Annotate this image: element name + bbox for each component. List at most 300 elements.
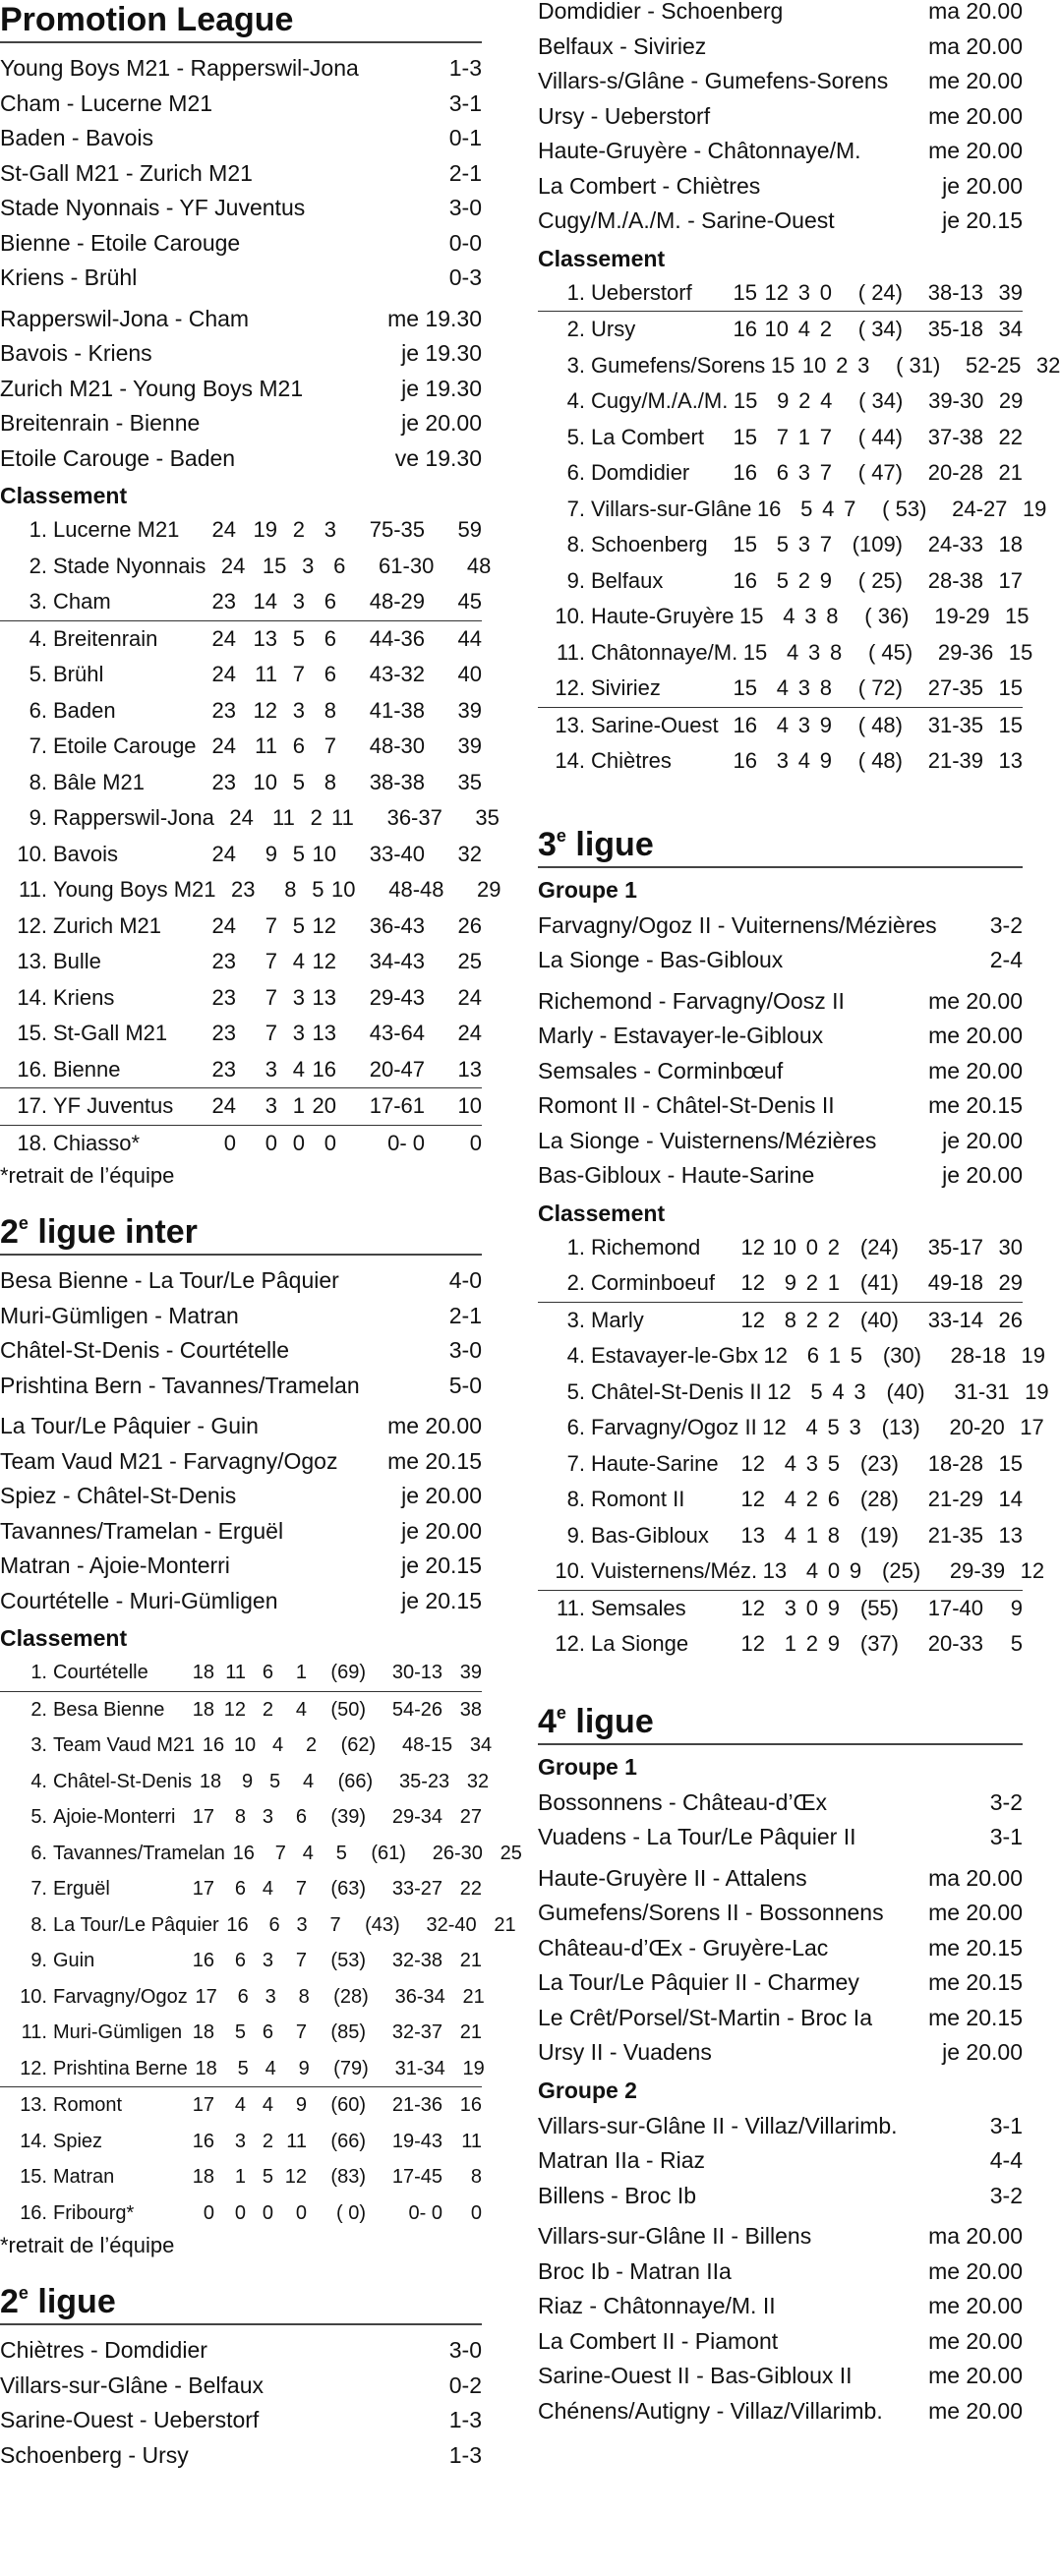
- match-name: Matran IIa - Riaz: [538, 2147, 705, 2173]
- fixture-row: [538, 2001, 1023, 2036]
- standing-rank: 10.: [17, 841, 47, 866]
- standing-points: 15: [998, 712, 1023, 737]
- standing-row: [0, 800, 500, 837]
- standing-games: 12: [740, 1595, 765, 1620]
- standing-goals: 33-40: [369, 841, 425, 866]
- standing-wins: 10: [233, 1734, 257, 1756]
- standing-goals: 29-34: [391, 1806, 442, 1828]
- standing-penalty: (24): [859, 1234, 899, 1259]
- standing-rank: 9.: [566, 567, 585, 593]
- standing-rank: 9.: [566, 1522, 585, 1548]
- standing-rank: 5.: [29, 662, 47, 686]
- match-time: je 20.00: [942, 1127, 1023, 1153]
- standing-draws: 4: [262, 1878, 273, 1900]
- standing-penalty: ( 48): [857, 748, 903, 773]
- standing-wins: 11: [225, 1662, 246, 1683]
- standing-goals: 21-29: [927, 1487, 983, 1511]
- standing-points: 21: [494, 1913, 516, 1936]
- standing-rank: 5.: [566, 424, 585, 449]
- standing-draws: 2: [292, 517, 305, 542]
- result-row: [0, 2333, 482, 2369]
- inter-league-title: 2e ligue inter: [0, 1212, 482, 1256]
- match-name: Courtételle - Muri-Gümligen: [0, 1587, 278, 1613]
- standing-games: 15: [733, 675, 757, 700]
- standing-row: [538, 635, 1033, 672]
- standing-penalty: (69): [330, 1662, 366, 1683]
- standing-goals: 20-28: [927, 460, 983, 485]
- standing-row: [538, 348, 1060, 384]
- standing-draws: 4: [292, 949, 305, 973]
- fixture-row: [538, 134, 1023, 169]
- standing-row: [0, 1655, 482, 1692]
- standing-games: 16: [232, 1842, 255, 1864]
- match-score: 0-3: [448, 264, 482, 290]
- ligue2-section-left: [0, 2282, 482, 2473]
- right-column: [538, 0, 1060, 2434]
- standing-goals: 21-39: [927, 748, 983, 773]
- standing-losses: 4: [303, 1770, 315, 1792]
- standing-rank: 2.: [29, 553, 47, 578]
- standing-team: Zurich M21: [53, 912, 162, 938]
- result-row: [0, 2438, 482, 2474]
- standing-games: 18: [192, 1662, 214, 1683]
- result-row: [0, 87, 482, 122]
- match-name: Sarine-Ouest - Ueberstorf: [0, 2407, 260, 2432]
- standing-row: [0, 872, 501, 908]
- standing-draws: 5: [292, 769, 305, 794]
- standing-team: Marly: [591, 1307, 644, 1332]
- match-score: 1-3: [448, 2407, 482, 2432]
- match-name: Semsales - Corminbœuf: [538, 1057, 784, 1083]
- match-score: 2-4: [989, 947, 1023, 972]
- standing-rank: 11.: [557, 1595, 585, 1620]
- standing-games: 16: [733, 460, 757, 485]
- match-name: Gumefens/Sorens II - Bossonnens: [538, 1900, 884, 1925]
- standing-rank: 2.: [566, 317, 585, 341]
- standing-points: 32: [457, 841, 482, 866]
- standing-row: [0, 1052, 482, 1089]
- standing-rank: 10.: [555, 1558, 585, 1583]
- standing-points: 22: [459, 1878, 482, 1900]
- standing-team: Belfaux: [591, 567, 664, 593]
- match-name: Zurich M21 - Young Boys M21: [0, 375, 304, 401]
- match-score: 2-1: [448, 1302, 482, 1328]
- standing-row: [0, 1764, 490, 1800]
- match-score: 3-1: [989, 2112, 1023, 2138]
- standing-penalty: ( 36): [864, 604, 910, 628]
- match-name: Bas-Gibloux - Haute-Sarine: [538, 1162, 815, 1188]
- fixture-row: [538, 2289, 1023, 2324]
- fixture-row: [538, 1019, 1023, 1054]
- match-name: Ursy - Ueberstorf: [538, 102, 711, 129]
- match-time: me 20.15: [928, 2004, 1023, 2030]
- standing-games: 12: [767, 1378, 792, 1404]
- standing-draws: 4: [302, 1842, 314, 1864]
- standing-points: 21: [459, 2021, 482, 2043]
- promotion-league-title: Promotion League: [0, 0, 482, 43]
- standing-points: 14: [998, 1487, 1023, 1511]
- standing-row: [538, 1591, 1023, 1627]
- standing-wins: 19: [253, 517, 277, 542]
- standing-goals: 38-38: [369, 769, 425, 794]
- match-score: 3-2: [989, 1788, 1023, 1815]
- standing-draws: 0: [805, 1234, 818, 1259]
- standing-wins: 12: [253, 697, 277, 723]
- standing-team: Baden: [53, 697, 116, 723]
- match-name: Muri-Gümligen - Matran: [0, 1302, 239, 1328]
- match-name: Chénens/Autigny - Villaz/Villarimb.: [538, 2397, 883, 2424]
- match-time: me 20.00: [928, 2293, 1023, 2318]
- fixture-row: [0, 1479, 482, 1514]
- standing-wins: 7: [776, 424, 789, 449]
- match-name: Le Crêt/Porsel/St-Martin - Broc Ia: [538, 2004, 872, 2030]
- standing-team: Sarine-Ouest: [591, 712, 719, 737]
- standing-row: [538, 1446, 1023, 1483]
- match-time: me 20.00: [928, 1057, 1023, 1083]
- match-score: 0-0: [448, 229, 482, 256]
- standing-goals: 28-18: [950, 1343, 1006, 1368]
- standing-rank: 4.: [30, 1770, 47, 1792]
- standing-points: 9: [1010, 1595, 1023, 1620]
- standing-losses: 6: [295, 1806, 307, 1828]
- match-name: Vuadens - La Tour/Le Pâquier II: [538, 1824, 856, 1849]
- standing-team: Bâle M21: [53, 769, 145, 794]
- standing-team: Romont: [53, 2094, 123, 2116]
- standing-penalty: (39): [330, 1806, 366, 1828]
- standing-penalty: ( 34): [857, 317, 903, 341]
- standing-points: 0: [470, 2201, 482, 2224]
- match-time: ve 19.30: [394, 444, 482, 471]
- standing-losses: 1: [295, 1662, 307, 1683]
- standing-penalty: (61): [371, 1842, 406, 1864]
- standing-losses: 0: [295, 2201, 307, 2224]
- fixture-row: [0, 1409, 482, 1444]
- standing-penalty: (19): [859, 1522, 899, 1548]
- match-name: La Tour/Le Pâquier - Guin: [0, 1413, 259, 1438]
- ligue3-standings-title: Classement: [538, 1200, 666, 1226]
- inter-standings-title: Classement: [0, 1625, 128, 1651]
- standing-draws: 3: [797, 712, 810, 737]
- fixture-row: [538, 984, 1023, 1020]
- standing-team: Guin: [53, 1950, 95, 1971]
- fixture-row: [538, 2394, 1023, 2430]
- standing-team: Team Vaud M21: [53, 1734, 196, 1756]
- standing-games: 17: [192, 1878, 214, 1900]
- standing-rank: 6.: [30, 1842, 47, 1864]
- standing-games: 17: [192, 1806, 214, 1828]
- standing-rank: 1.: [30, 1662, 47, 1683]
- left-column: [0, 0, 522, 2479]
- standing-games: 12: [740, 1270, 765, 1295]
- standing-draws: 2: [798, 388, 811, 413]
- standing-wins: 7: [265, 949, 277, 973]
- standing-rank: 1.: [29, 517, 47, 542]
- standing-team: Tavannes/Tramelan: [53, 1842, 225, 1864]
- match-time: ma 20.00: [928, 2223, 1023, 2249]
- match-time: je 20.00: [401, 1483, 482, 1508]
- standing-penalty: ( 31): [896, 352, 941, 378]
- standing-wins: 3: [776, 748, 789, 773]
- standing-team: Stade Nyonnais: [53, 553, 206, 578]
- standing-wins: 9: [784, 1270, 796, 1295]
- standing-row: [0, 2051, 485, 2088]
- standing-penalty: (63): [330, 1878, 366, 1900]
- standing-team: Haute-Sarine: [591, 1450, 719, 1476]
- standing-goals: 20-20: [949, 1415, 1005, 1439]
- standing-team: Kriens: [53, 984, 115, 1010]
- standing-draws: 3: [292, 1021, 305, 1045]
- standing-rank: 11.: [557, 639, 585, 665]
- standing-rank: 18.: [17, 1130, 47, 1155]
- standing-games: 16: [733, 317, 757, 341]
- standing-wins: 10: [764, 317, 789, 341]
- result-row: [0, 1333, 482, 1369]
- fixture-row: [538, 1158, 1023, 1194]
- standing-team: Courtételle: [53, 1662, 148, 1683]
- standing-team: Prishtina Berne: [53, 2057, 188, 2079]
- standing-points: 32: [1035, 352, 1060, 378]
- standing-team: St-Gall M21: [53, 1021, 168, 1045]
- standing-row: [0, 1799, 482, 1836]
- standing-row: [538, 1375, 1049, 1411]
- ligue4-section: [538, 1702, 1023, 2430]
- standing-draws: 0: [262, 2201, 273, 2224]
- standing-team: Schoenberg: [591, 532, 708, 556]
- standing-games: 16: [733, 748, 757, 773]
- standing-losses: 8: [826, 604, 839, 628]
- standing-rank: 10.: [20, 1985, 47, 2008]
- standing-team: Cugy/M./A./M.: [591, 388, 729, 413]
- standing-row: [538, 1626, 1023, 1663]
- match-time: je 20.15: [942, 207, 1023, 233]
- standing-row: [0, 512, 482, 549]
- standing-wins: 3: [234, 2130, 246, 2152]
- standing-rank: 9.: [29, 805, 47, 830]
- standing-row: [538, 1410, 1044, 1446]
- promotion-results: [0, 51, 482, 296]
- standing-losses: 0: [819, 279, 832, 305]
- standing-points: 29: [998, 388, 1024, 413]
- standing-games: 23: [211, 984, 236, 1010]
- standing-rank: 12.: [555, 675, 585, 700]
- standing-team: Breitenrain: [53, 625, 158, 651]
- result-row: [0, 191, 482, 226]
- standing-points: 21: [998, 460, 1023, 485]
- ligue4-group1-fixtures: [538, 1861, 1023, 2071]
- match-score: 2-1: [448, 159, 482, 186]
- match-time: me 20.00: [928, 2363, 1023, 2388]
- standing-losses: 20: [312, 1093, 336, 1118]
- standing-penalty: (40): [859, 1307, 899, 1332]
- standing-losses: 3: [324, 517, 336, 542]
- standing-team: Richemond: [591, 1234, 701, 1259]
- standing-games: 24: [211, 662, 236, 686]
- standing-games: 16: [733, 712, 757, 737]
- standing-games: 16: [733, 567, 757, 593]
- standing-points: 25: [457, 949, 482, 973]
- standing-row: [0, 1836, 522, 1872]
- standing-row: [0, 1943, 482, 1979]
- result-row: [0, 51, 482, 87]
- standing-team: Farvagny/Ogoz II: [591, 1415, 757, 1439]
- standing-row: [538, 599, 1030, 635]
- match-name: Breitenrain - Bienne: [0, 410, 201, 436]
- standing-draws: 5: [262, 2166, 273, 2188]
- standing-rank: 6.: [29, 697, 47, 723]
- fixture-row: [538, 1965, 1023, 2001]
- fixture-row: [538, 0, 1023, 29]
- standing-wins: 8: [784, 1307, 796, 1332]
- standing-points: 19: [1021, 1343, 1045, 1368]
- standing-losses: 12: [284, 2166, 307, 2188]
- standing-draws: 1: [805, 1522, 818, 1548]
- match-name: Domdidier - Schoenberg: [538, 0, 784, 24]
- standing-points: 35: [475, 805, 500, 830]
- standing-points: 27: [459, 1806, 482, 1828]
- standing-team: Châtel-St-Denis: [53, 1770, 193, 1792]
- standing-points: 17: [998, 567, 1023, 593]
- match-name: Broc Ib - Matran IIa: [538, 2257, 732, 2284]
- standing-draws: 3: [296, 1913, 308, 1936]
- standing-goals: 24-27: [952, 496, 1008, 521]
- standing-points: 11: [461, 2130, 482, 2152]
- standing-penalty: (43): [365, 1913, 400, 1936]
- standing-points: 25: [500, 1842, 522, 1864]
- match-time: me 20.00: [928, 2257, 1023, 2284]
- standing-draws: 3: [292, 589, 305, 614]
- result-row: [538, 2179, 1023, 2214]
- standing-team: Brühl: [53, 662, 104, 686]
- fixture-row: [538, 1088, 1023, 1124]
- standing-team: Matran: [53, 2166, 115, 2188]
- standing-penalty: ( 25): [857, 567, 903, 593]
- standing-draws: 4: [292, 1056, 305, 1082]
- standing-draws: 4: [272, 1734, 284, 1756]
- standing-rank: 2.: [566, 1270, 585, 1295]
- standing-games: 16: [756, 496, 782, 521]
- standing-wins: 6: [806, 1343, 819, 1368]
- match-score: 0-2: [448, 2371, 482, 2398]
- standing-wins: 5: [234, 2021, 246, 2043]
- standing-draws: 3: [262, 1806, 273, 1828]
- standing-losses: 5: [335, 1842, 347, 1864]
- standing-games: 18: [199, 1770, 222, 1792]
- standing-draws: 3: [262, 1950, 273, 1971]
- standing-draws: 3: [265, 1985, 276, 2008]
- ligue2-section-right: [538, 0, 1060, 780]
- standing-losses: 9: [295, 2094, 307, 2116]
- match-name: Bienne - Etoile Carouge: [0, 229, 241, 256]
- standing-losses: 10: [331, 877, 356, 902]
- standing-points: 22: [998, 424, 1023, 449]
- standing-draws: 4: [262, 2094, 273, 2116]
- standing-losses: 5: [827, 1450, 840, 1476]
- standing-draws: 2: [836, 352, 849, 378]
- standing-row: [538, 275, 1023, 313]
- standing-goals: 34-43: [369, 949, 425, 973]
- standing-rank: 10.: [555, 604, 585, 628]
- standing-rank: 4.: [29, 625, 47, 651]
- standing-row: [0, 2087, 482, 2124]
- standing-row: [538, 383, 1023, 420]
- standing-goals: 29-43: [369, 984, 425, 1010]
- match-name: Belfaux - Siviriez: [538, 32, 707, 59]
- standing-draws: 6: [262, 2021, 273, 2043]
- ligue2-title: 2e ligue: [0, 2282, 482, 2325]
- standing-draws: 1: [292, 1093, 305, 1118]
- standing-points: 21: [462, 1985, 485, 2008]
- standing-wins: 10: [772, 1234, 796, 1259]
- standing-draws: 2: [797, 567, 810, 593]
- match-name: Besa Bienne - La Tour/Le Pâquier: [0, 1267, 339, 1293]
- standing-wins: 12: [764, 279, 789, 305]
- standing-games: 24: [229, 805, 254, 830]
- standing-goals: 20-47: [369, 1056, 425, 1082]
- standing-games: 24: [211, 841, 236, 866]
- match-score: 1-3: [448, 55, 482, 81]
- standing-rank: 14.: [17, 984, 47, 1010]
- standing-losses: 2: [827, 1307, 840, 1332]
- promotion-note: *retrait de l’équipe: [0, 1163, 175, 1188]
- fixture-row: [538, 2324, 1023, 2360]
- standing-draws: 4: [832, 1378, 845, 1404]
- match-name: Riaz - Châtonnaye/M. II: [538, 2293, 776, 2318]
- standing-rank: 12.: [555, 1631, 585, 1656]
- standing-draws: 2: [805, 1631, 818, 1656]
- standing-losses: 6: [333, 553, 346, 578]
- standing-losses: 7: [844, 496, 856, 521]
- standing-points: 13: [998, 748, 1023, 773]
- standing-rank: 3.: [29, 589, 47, 614]
- standing-goals: 17-61: [369, 1093, 425, 1118]
- standing-losses: 7: [295, 1950, 307, 1971]
- standing-draws: 5: [269, 1770, 281, 1792]
- standing-draws: 2: [805, 1307, 818, 1332]
- standing-losses: 9: [819, 748, 832, 773]
- match-name: La Sionge - Vuisternens/Mézières: [538, 1127, 877, 1153]
- fixture-row: [0, 1584, 482, 1619]
- standing-games: 12: [762, 1415, 787, 1439]
- standing-rank: 11.: [19, 877, 47, 902]
- standing-draws: 0: [827, 1558, 841, 1583]
- standing-goals: 28-38: [927, 567, 983, 593]
- standing-penalty: (53): [330, 1950, 366, 1971]
- standing-team: Young Boys M21: [53, 877, 216, 902]
- standing-penalty: (83): [330, 2166, 366, 2188]
- standing-draws: 5: [827, 1415, 840, 1439]
- standing-games: 24: [211, 1093, 236, 1118]
- standing-goals: 17-45: [391, 2166, 442, 2188]
- fixture-row: [0, 372, 482, 407]
- standing-goals: 33-27: [391, 1878, 442, 1900]
- standing-draws: 4: [265, 2057, 276, 2079]
- result-row: [0, 1299, 482, 1334]
- result-row: [538, 908, 1023, 944]
- standing-draws: 1: [828, 1343, 841, 1368]
- standing-draws: 2: [805, 1487, 818, 1511]
- match-time: je 20.00: [942, 172, 1023, 199]
- standing-team: Muri-Gümligen: [53, 2021, 183, 2043]
- fixture-row: [538, 2254, 1023, 2290]
- standing-rank: 1.: [566, 279, 585, 305]
- inter-league-section: [0, 1212, 522, 2260]
- standing-penalty: (62): [340, 1734, 377, 1756]
- standing-wins: 9: [777, 388, 790, 413]
- promotion-league-section: [0, 0, 501, 1191]
- standing-penalty: (40): [886, 1378, 925, 1404]
- standing-wins: 4: [234, 2094, 246, 2116]
- ligue2-standings: [538, 275, 1060, 780]
